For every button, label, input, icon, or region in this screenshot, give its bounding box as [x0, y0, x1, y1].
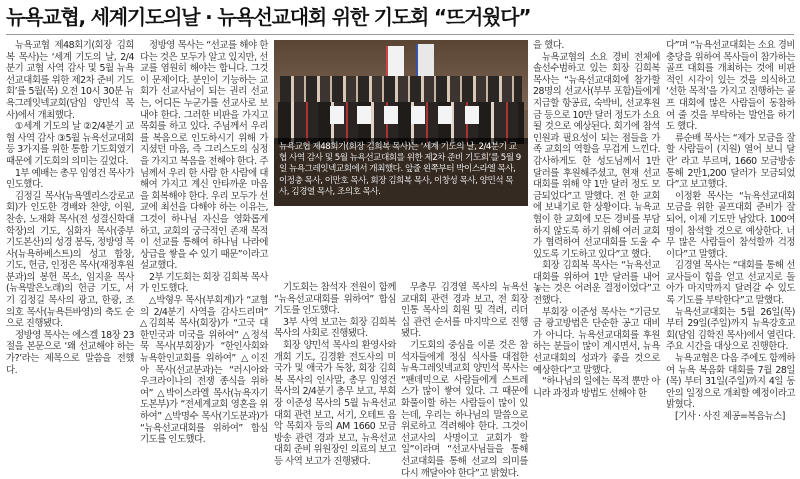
article-column-2 [140, 40, 268, 446]
paragraph: 정방영 목사는 에스겔 18장 23절을 본문으로 ‘왜 선교해야 하는가?’라는 제목으로 말씀을 전했다. [6, 329, 134, 376]
paragraph: 류순배 목사는 “제가 모금을 잘 할 사람들이 (지원) 열어 보니 달란’ 라고 부르며, 1660 모금방송 통해 2만1,200 달러가 모금되었다”고 보고했다. [666, 132, 795, 191]
paragraph: 1부 예배는 총무 임영건 목사가 인도했다. [6, 167, 134, 191]
article-column-4 [401, 282, 528, 479]
paragraph: 김경열 목사는 “대회를 통해 선교사들이 힘을 얻고 선교지로 돌아가 마지막까지 달려갈 수 있도록 기도를 부탁한다”고 말했다. [666, 260, 795, 307]
article-column-5 [533, 40, 660, 402]
headline: 뉴욕교협, 세계기도의날 · 뉴욕선교대회 위한 기도회 “뜨거웠다” [6, 5, 531, 29]
paragraph: “하나님의 일에는 목적 뿐만 아니라 과정과 방법도 선해야 한 [533, 376, 660, 399]
article-column-3 [274, 282, 397, 467]
paragraph: 김정길 목사(뉴욕엘리스강로교회)가 인도한 경배와 찬양, 이원, 찬송, 노재화 목사(전 성결신학대학장)의 기도, 심화자 목사(중부기도본산)의 성경 봉독, 정방영 목사(뉴욕하베스트)의 성고 합창, 기도, 헌금, 인정은 목사(재정후원분과)의 봉헌 목소, 임지윤 목사(뉴욕발은노래)의 헌금 기도, 서기 김정길 목사의 광고, 한광, 조의호 목사(뉴욕튼바영)의 축도 순으로 진행됐다. [6, 190, 134, 330]
photo-credit: [기사 · 사진 제공=복음뉴스] [675, 411, 786, 422]
paragraph: 뉴욕교협의 소요 경비 전체에 솔선수범하고 있는 회장 김희복 목사는 “뉴욕선교대회에 참가할 28명의 선교사(부부 포함)들에게 지급할 항공료, 숙박비, 선교후원금 등으로 10만 달러 정도가 소요될 것으로 예상된다. 회기에 참석인원과 필요성이 되는 점들을 가족 교회의 역할을 무겁게 느낀다. 감사하게도 한 성도님께서 1만 달러를 후원해주셨고, 현재 선교대회를 위해 약 1만 달러 정도 모금되었다”고 말했다. 전 한 교회에 보내기로 한 상황이다. 뉴욕교협이 한 교회에 모든 경비를 부담하지 않도록 하기 위해 여러 교회가 협력하여 선교대회를 도울 수 있도록 기도하고 있다”고 했다. [533, 51, 660, 260]
paragraph: 이정환 목사는 “뉴욕선교대회 모금을 위한 골프대회 준비가 잘 되어, 이제 기도만 남았다. 100여 명이 참석할 것으로 예상한다. 너무 많은 사람들이 참석할까 걱정이다”고 말했다. [666, 190, 795, 260]
paragraph: 기도회의 중심을 이룬 것은 참석자들에게 정심 식사를 대접한 뉴욕그레잇넥교회 양민석 목사는 “팬데믹으로 사람들에게 스트레스가 많이 쌓여 있다. 그 때문에 화풀이할 하는 사람들이 많이 있는데, 우리는 하나님의 말씀으로 위로하고 격려해야 한다. 그것이 선교사의 사명이고 교회가 할 일”이라며 “선교사님들을 통해 선교대회를 통해 선교의 의미를 다시 깨달아야 한다”고 밝혔다. [401, 339, 528, 479]
paragraph: 2부 기도회는 회장 김희복 목사가 인도했다. [140, 271, 268, 295]
paragraph: 3부 사역 보고는 회장 김희복 목사의 사회로 진행됐다. [274, 316, 396, 340]
event-photo [274, 40, 528, 206]
headline-divider [6, 34, 794, 35]
paragraph: 뉴욕선교대회는 5월 26일(목) 부터 29일(주일)까지 뉴욕강호교회(담임 김학진 목사)에서 열린다. 주요 시간을 대상으로 진행한다. [666, 306, 795, 353]
paragraph: 기도회는 참석자 전원이 함께 “뉴욕선교대회를 위하여” 합심 기도를 인도했다. [274, 282, 396, 317]
paragraph: 무총무 김경열 목사의 뉴욕선교대회 관련 경과 보고, 전 회장 인통 목사의 회원 및 격려, 리더십 관련 순서를 마지막으로 진행됐다. [401, 282, 528, 340]
paragraph: △박형우 목사(부회계)가 “교협의 2/4분기 사역을 감사드리며” △김희복 목사(회장)가 “고국 대한민국과 미국을 위하여” △정석묵 목사(부회장)가 “한인사회와 뉴욕한인교회를 위하여” △이진아 목사(선교분과)는 “러시아와 우크라이나의 전쟁 종식을 위하여” △박이스라엘 목사(뉴욕자기도본부)가 “전세계교회 영혼을 위하여” △박명수 목사(기도분과)가 “뉴욕선교대회를 위하여” 합심 기도를 인도했다. [140, 295, 268, 446]
article-column-1 [6, 40, 134, 402]
paragraph: 뉴욕교협 제48회기(회장 김희복 목사)는 ‘세계 기도의 날, 2/4분기 교협 사역 감사 및 5월 뉴욕선교대회를 위한 제2차 준비 기도회’를 5월(목) 오전 10시 30분 뉴욕그레잇넥교회(담임 양민석 목사)에서 개최했다. [6, 40, 134, 121]
paragraph: 부회장 이준성 목사는 “기금모금 광고방법은 단순한 공고 대비가 아니다. 뉴욕선교대회를 후원하는 분들이 많이 계시면서, 뉴욕선교대회의 성과가 좋을 것으로 예상한다”고 말했다. [533, 306, 660, 376]
paragraph: 회장 양민석 목사의 환영사와 개회 기도, 김경환 전도사의 미국가 및 애국가 독창, 회장 김희복 목사의 인사말, 총무 임영건 목사의 2/4분기 총무 보고, 부회장 이준성 목사의 5월 뉴욕선교대회 관련 보고, 서기, 오테트 음악 목회자 등의 AM 1660 모금 방송 관련 경과 보고, 뉴욕선교대회 준비 위원장인 의료의 보고 등 사역 보고가 진행됐다. [274, 339, 397, 467]
photo-caption: 뉴욕교협 제48회기(회장 김희복 목사)는 ‘세계 기도의 날, 2/4분기 교협 사역 감사 및 5월 뉴욕선교대회를 위한 제2차 준비 기도회’를 5월 9일 뉴욕그레잇넥교회에서 개최했다. 앞줄 왼쪽부터 박이스라엘 목사, 이정충 목사, 이만호 목사, 회장 김희복 목사, 이창성 목사, 양민석 목사, 김경열 목사, 조의호 목사. [274, 138, 528, 206]
photo-signs [330, 106, 490, 124]
paragraph: 을 했다. [533, 40, 564, 51]
paragraph: 뉴욕교협은 다음 주에도 함께하여 뉴욕 복음화 대회를 7월 28일(목) 부터 31일(주일)까지 4일 동안의 일정으로 개최할 예정이라고 밝혔다. [666, 353, 795, 411]
flag-icon [386, 46, 404, 80]
paragraph: ①세계 기도의 날 ②2/4분기 교협 사역 감사 ③5월 뉴욕선교대회 등 3가지를 위한 통합 기도회였기 때문에 기도회의 의미는 깊었다. [6, 121, 134, 167]
paragraph: 다”며 “뉴욕선교대회는 소요 경비 충당을 위하여 목사들이 참가하는 골프 대회를 개최하는 것에 비판적인 시각이 있는 것을 의식하고 ‘선한 목적’을 가지고 진행하는 골프 대회에 많은 사람들이 동참하여 줄 것을 부탁하는 발언을 하기도 했다. [666, 40, 795, 133]
flag-icon [416, 44, 434, 80]
paragraph: 회장 김희복 목사는 “뉴욕선교대회를 위하여 1만 달러를 내어놓는 것은 어려운 결정이었다”고 전했다. [533, 260, 660, 307]
article-column-6 [666, 40, 795, 422]
paragraph: 정방영 목사는 “선교를 해야 한다는 것은 모두가 알고 있지만, 선교를 염원히 해야는 합니다. 그것이 문제이다. 분인이 기능하는 교회가 선교사님이 되는 권리 선교는, 어디든 누군가를 선교사로 보내야 한다. 그러한 비판을 가지고 목회를 하고 있다. 주님께서 우리를 복음으로 인도하시기 위해 가지셨던 마음, 즉 그리스도의 심정을 가지고 복음을 전해야 한다. 주님께서 우리 한 사람 한 사람에 대해여 가지고 계신 안타까운 마음을 회복해야 한다. 우리 모두가 선교에 최선을 다해야 하는 이유는, 그것이 하나님 자신을 영화롭게 하고, 교회의 궁극적인 존재 목적이 선교를 통해여 하나님 나라에 상급을 쌓을 수 있기 때문”이라고 설교했다. [140, 40, 268, 272]
